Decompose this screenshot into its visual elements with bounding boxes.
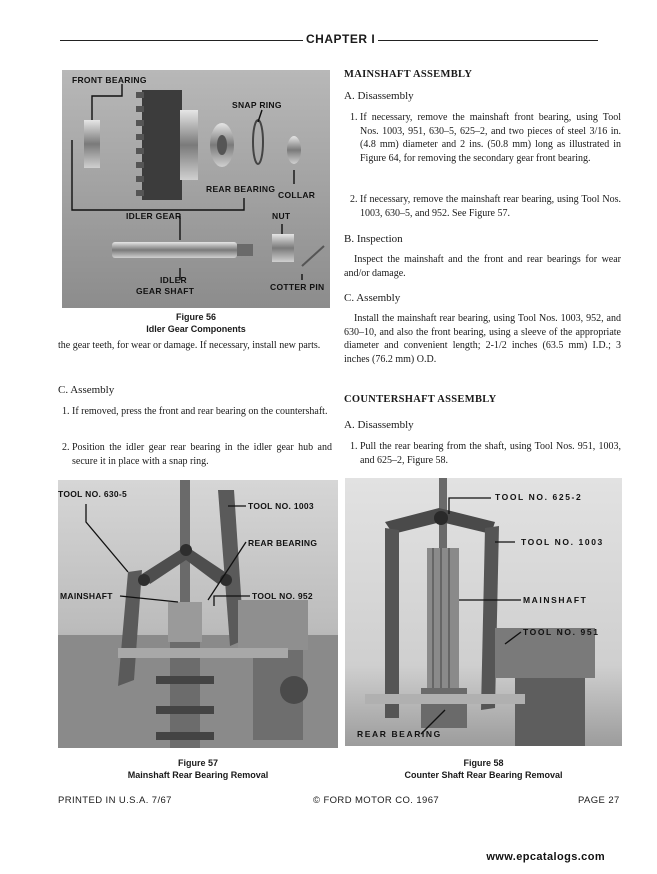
- item-text: Position the idler gear rear bearing in the idler gear hub and secure it in place with a snap ring.: [72, 442, 332, 467]
- label-tool-630-5: TOOL NO. 630-5: [58, 489, 128, 499]
- watermark-url: www.epcatalogs.com: [486, 851, 605, 863]
- figure-58-subtitle: Counter Shaft Rear Bearing Removal: [404, 770, 563, 780]
- item-number: 1.: [350, 441, 358, 452]
- countershaft-disassembly-heading: A. Disassembly: [344, 419, 414, 431]
- label-mainshaft: MAINSHAFT: [60, 591, 113, 601]
- header-rule-right: [378, 40, 598, 41]
- figure-58-caption: [345, 757, 622, 781]
- label-rear-bearing: REAR BEARING: [206, 184, 276, 194]
- footer-printed: PRINTED IN U.S.A. 7/67: [58, 795, 172, 806]
- mainshaft-disassembly-heading: A. Disassembly: [344, 90, 414, 102]
- figure-57-subtitle: Mainshaft Rear Bearing Removal: [127, 770, 269, 780]
- countershaft-disassembly-item-1: [350, 440, 621, 467]
- label-front-bearing: FRONT BEARING: [72, 75, 147, 85]
- mainshaft-disassembly-item-2: [350, 193, 621, 220]
- chapter-title: CHAPTER I: [306, 32, 376, 46]
- item-number: 1.: [62, 406, 70, 417]
- label-nut: NUT: [272, 211, 291, 221]
- continuation-paragraph: the gear teeth, for wear or damage. If necessary, install new parts.: [58, 340, 321, 351]
- item-text: If removed, press the front and rear bearing on the countershaft.: [72, 406, 328, 417]
- label-collar: COLLAR: [278, 190, 316, 200]
- label-gear-shaft: GEAR SHAFT: [136, 286, 195, 296]
- mainshaft-disassembly-item-1: [350, 111, 621, 165]
- label-tool-625-2: TOOL NO. 625-2: [495, 492, 583, 502]
- label-mainshaft: MAINSHAFT: [523, 595, 588, 605]
- mainshaft-heading: MAINSHAFT ASSEMBLY: [344, 69, 473, 80]
- front-bearing-shape: [84, 120, 100, 168]
- footer-copyright: © FORD MOTOR CO. 1967: [313, 795, 440, 806]
- item-text: Pull the rear bearing from the shaft, using Tool Nos. 951, 1003, and 625–2, Figure 58.: [360, 441, 621, 466]
- item-text: If necessary, remove the mainshaft front bearing, using Tool Nos. 1003, 951, 630–5, 625–2, and two pieces of steel 3/16 in. (4.8 mm) diameter and 2 ins. (50.8 mm) long as illustrated in Figure 64, for removing the secondary gear front bearing.: [360, 112, 621, 164]
- mainshaft-assembly-text: Install the mainshaft rear bearing, using Tool Nos. 1003, 952, and 630–10, and also the front bearing, using a sleeve of the appropriate diameter and convenient length; 2-1/2 inches (63.5 mm) I.D.; 3 inches (76.2 mm) O.D.: [344, 313, 621, 365]
- figure-58-photo: [345, 478, 622, 746]
- countershaft-heading: COUNTERSHAFT ASSEMBLY: [344, 394, 497, 405]
- collar-shape: [287, 136, 301, 164]
- label-snap-ring: SNAP RING: [232, 100, 282, 110]
- item-text: If necessary, remove the mainshaft rear bearing, using Tool Nos. 1003, 630–5, and 952. See Figure 57.: [360, 194, 621, 219]
- label-idler: IDLER: [160, 275, 187, 285]
- label-tool-1003: TOOL NO. 1003: [521, 537, 604, 547]
- figure-56-photo: [62, 70, 330, 308]
- label-rear-bearing: REAR BEARING: [357, 729, 442, 739]
- idler-gear-shaft-shape: [112, 242, 237, 258]
- left-assembly-item-1: [62, 405, 332, 419]
- label-idler-gear: IDLER GEAR: [126, 211, 182, 221]
- figure-57-title: Figure 57: [177, 758, 218, 768]
- label-tool-951: TOOL NO. 951: [523, 627, 600, 637]
- item-number: 2.: [350, 194, 358, 205]
- item-number: 1.: [350, 112, 358, 123]
- header-rule-left: [60, 40, 303, 41]
- figure-57-caption: [58, 757, 338, 781]
- figure-56-subtitle: Idler Gear Components: [146, 324, 246, 334]
- figure-56-caption: [62, 311, 330, 335]
- nut-shape: [272, 234, 294, 262]
- figure-58-title: Figure 58: [463, 758, 504, 768]
- figure-57-photo: [58, 480, 338, 748]
- footer-page-number: PAGE 27: [578, 795, 620, 806]
- mainshaft-inspection-text: Inspect the mainshaft and the front and rear bearings for wear and/or damage.: [344, 254, 621, 279]
- item-number: 2.: [62, 442, 70, 453]
- label-tool-952: TOOL NO. 952: [252, 591, 313, 601]
- figure-56-title: Figure 56: [175, 312, 216, 322]
- left-assembly-heading: C. Assembly: [58, 384, 115, 396]
- mainshaft-inspection-heading: B. Inspection: [344, 233, 403, 245]
- label-rear-bearing: REAR BEARING: [248, 538, 318, 548]
- left-assembly-item-2: [62, 441, 332, 468]
- mainshaft-assembly-heading: C. Assembly: [344, 292, 401, 304]
- label-tool-1003: TOOL NO. 1003: [248, 501, 314, 511]
- label-cotter-pin: COTTER PIN: [270, 282, 325, 292]
